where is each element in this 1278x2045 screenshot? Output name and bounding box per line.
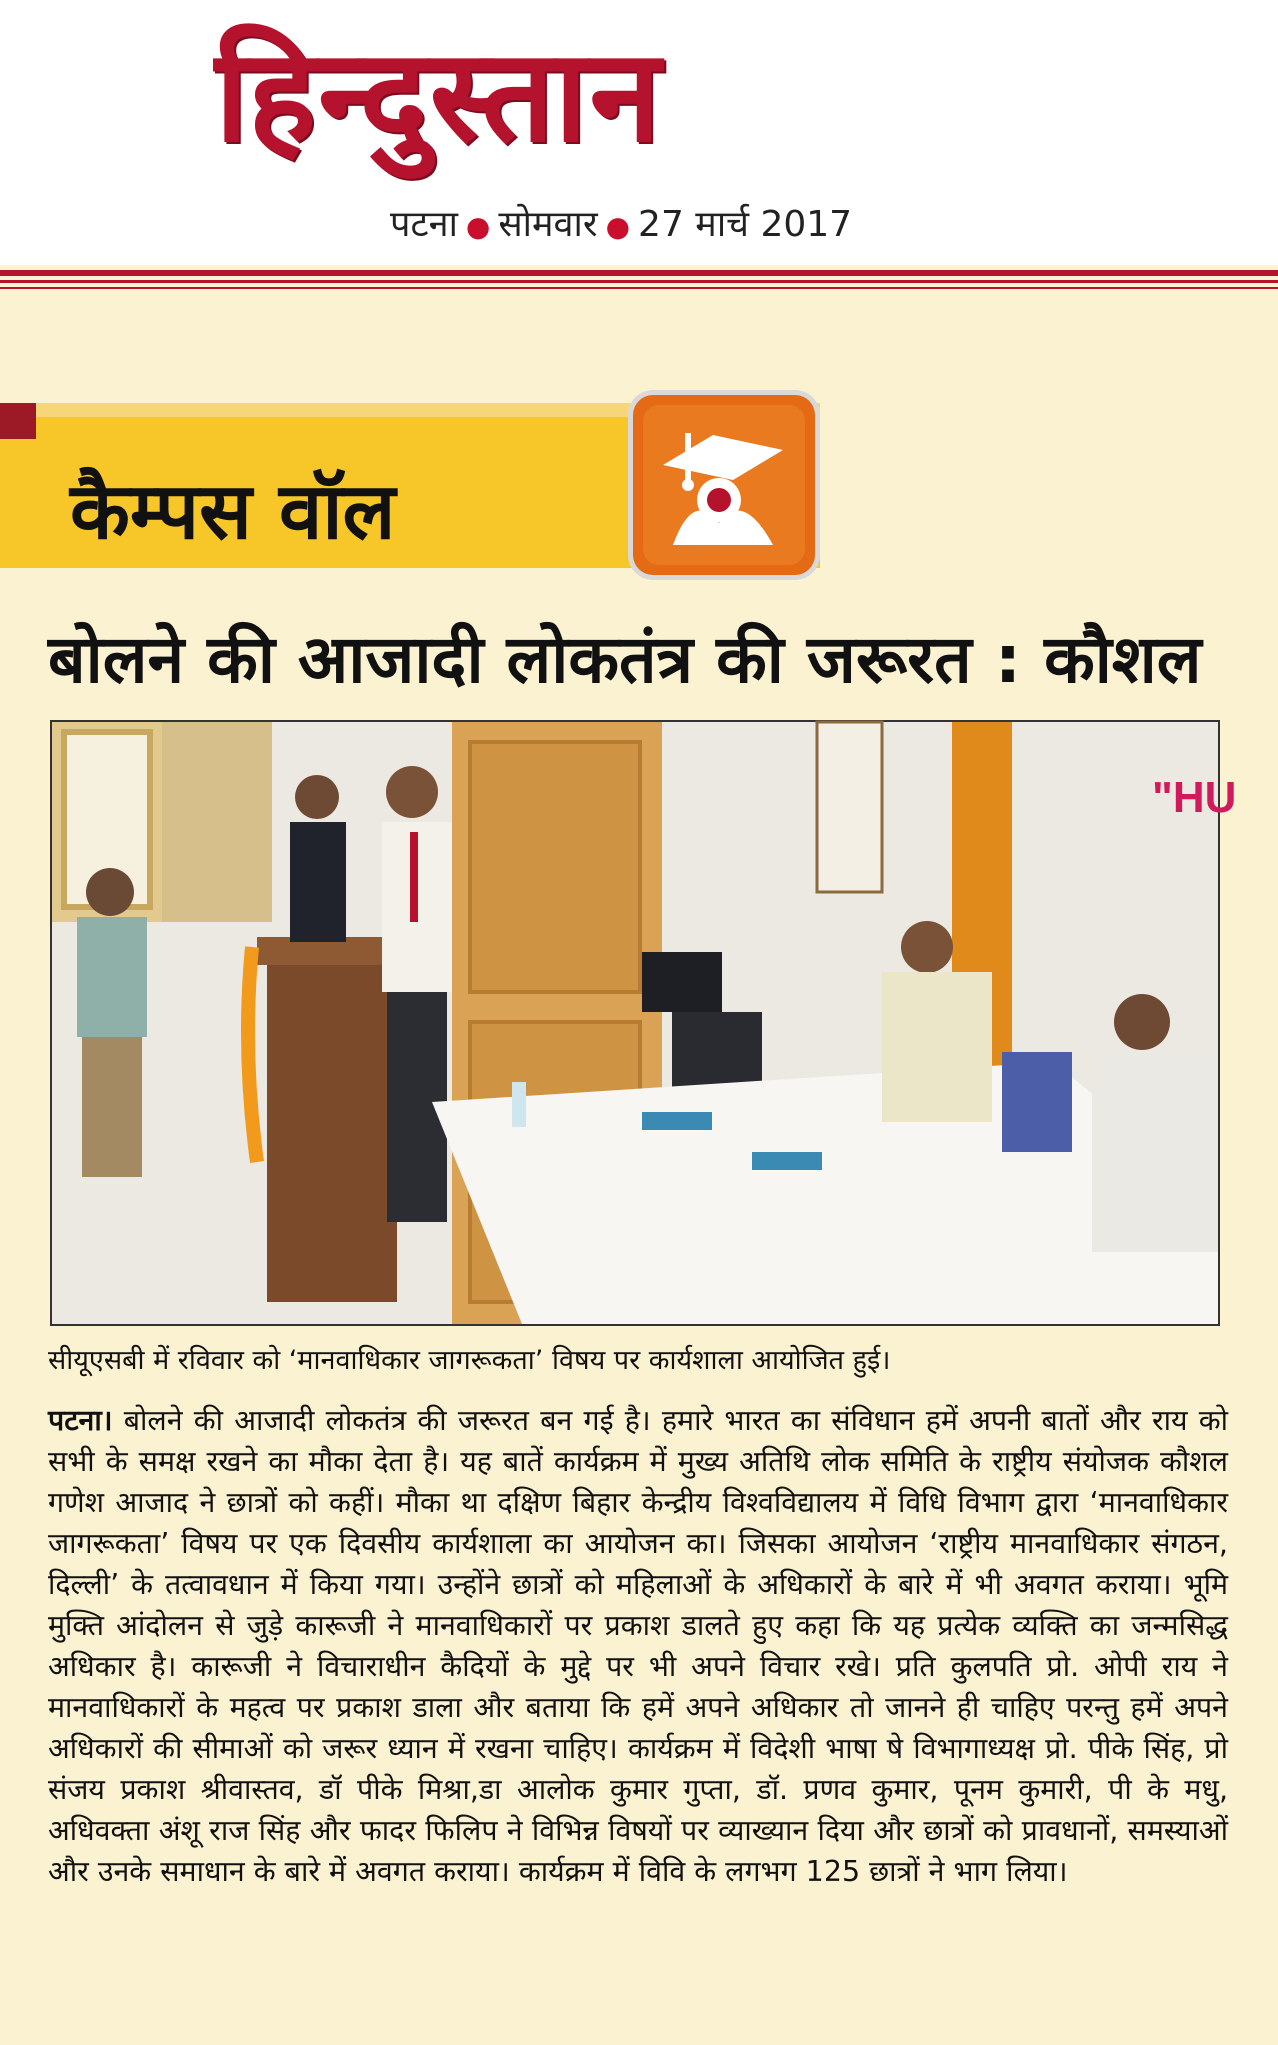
masthead-rule [0, 270, 1278, 276]
article-body [48, 1400, 1228, 1892]
section-title: कैम्पस वॉल [70, 467, 396, 557]
masthead [0, 0, 1278, 265]
section-band-corner [0, 403, 36, 439]
photo-caption: सीयूएसबी में रविवार को ‘मानवाधिकार जागरूकता’ विषय पर कार्यशाला आयोजित हुई। [48, 1345, 891, 1376]
campus-graduation-icon [633, 395, 815, 575]
masthead-day: सोमवार [498, 204, 598, 245]
masthead-rule [0, 280, 1278, 283]
bullet-icon: ● [605, 210, 631, 243]
article-body-text: बोलने की आजादी लोकतंत्र की जरूरत बन गई है। हमारे भारत का संविधान हमें अपनी बातों और राय को सभी के समक्ष रखने का मौका देता है। यह बातें कार्यक्रम में मुख्य अतिथि लोक समिति के राष्ट्रीय संयोजक कौशल गणेश आजाद ने छात्रों को कहीं। मौका था दक्षिण बिहार केन्द्रीय विश्वविद्यालय में विधि विभाग द्वारा ‘मानवाधिकार जागरूकता’ विषय पर एक दिवसीय कार्यशाला का आयोजन का। जिसका आयोजन ‘राष्ट्रीय मानवाधिकार संगठन, दिल्ली’ के तत्वावधान में किया गया। उन्होंने छात्रों को महिलाओं के अधिकारों के बारे में भी अवगत कराया। भूमि मुक्ति आंदोलन से जुड़े कारूजी ने मानवाधिकारों पर प्रकाश डालते हुए कहा कि यह प्रत्येक व्यक्ति का जन्मसिद्ध अधिकार है। कारूजी ने विचाराधीन कैदियों के मुद्दे पर भी अपने विचार रखे। प्रति कुलपति प्रो. ओपी राय ने मानवाधिकारों के महत्व पर प्रकाश डाला और बताया कि हमें अपने अधिकार तो जानने ही चाहिए परन्तु हमें अपने अधिकारों की सीमाओं को जरूर ध्यान में रखना चाहिए। कार्यक्रम में विदेशी भाषा षे विभागाध्यक्ष प्रो. पीके सिंह, प्रो संजय प्रकाश श्रीवास्तव, डॉ पीके मिश्रा,डा आलोक कुमार गुप्ता, डॉ. प्रणव कुमार, पूनम कुमारी, पी के मधु, अधिवक्ता अंशू राज सिंह और फादर फिलिप ने विभिन्न विषयों पर व्याख्यान दिया और छात्रों को प्रावधानों, समस्याओं और उनके समाधान के बारे में अवगत कराया। कार्यक्रम में विवि के लगभग 125 छात्रों ने भाग लिया। [48, 1404, 1228, 1888]
masthead-city: पटना [390, 204, 458, 245]
article-dateline: पटना। [48, 1404, 113, 1437]
photo-banner-text: "HU [1152, 773, 1237, 822]
masthead-rule [0, 287, 1278, 289]
article-photo [50, 720, 1237, 1326]
masthead-date: 27 मार्च 2017 [638, 204, 853, 245]
masthead-dateline [390, 198, 852, 247]
article-headline: बोलने की आजादी लोकतंत्र की जरूरत : कौशल [48, 621, 1202, 698]
bullet-icon: ● [465, 210, 491, 243]
newspaper-logo: हिन्दुस्तान [215, 22, 663, 171]
